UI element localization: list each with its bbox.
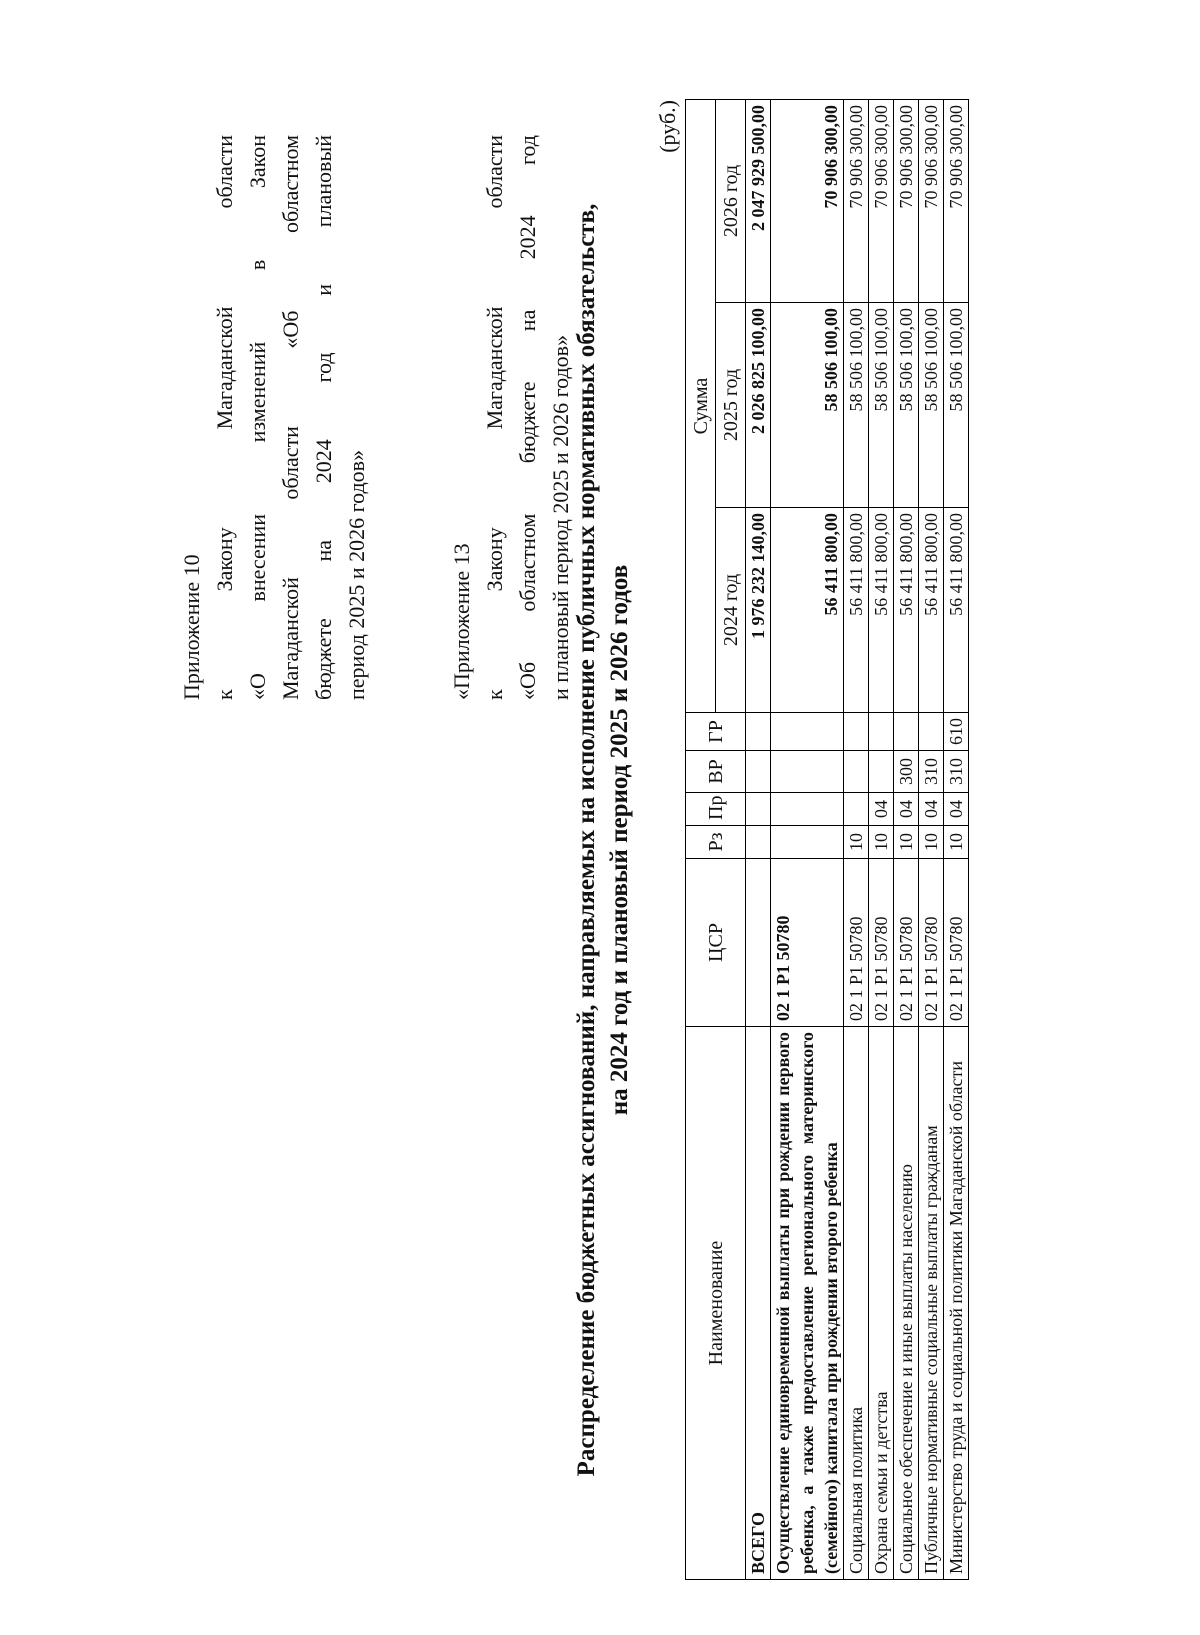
header-name: Наименование: [686, 1027, 746, 1580]
header-csr: ЦСР: [686, 859, 746, 1027]
document-heading: Распределение бюджетных ассигнований, направляемых на исполнение публичных нормативных обязательств, на 2024 год и плановый период 2025 и 2026 годов: [573, 203, 633, 1477]
header-2026: 2026 год: [716, 100, 746, 303]
table-row: Социальное обеспечение и иные выплаты населению 02 1 P1 50780 10 04 300 56 411 800,00 58 506 100,00 70 906 300,00: [894, 100, 919, 1580]
table-row: ВСЕГО 1 976 232 140,00 2 026 825 100,00 2 047 929 500,00: [746, 100, 771, 1580]
currency-unit: (руб.): [655, 100, 680, 153]
budget-table: [685, 99, 969, 1580]
table-row: Охрана семьи и детства 02 1 P1 50780 10 04 56 411 800,00 58 506 100,00 70 906 300,00: [869, 100, 894, 1580]
header-pr: Пр: [686, 793, 746, 826]
header-2025: 2025 год: [716, 303, 746, 508]
header-sum: Сумма: [686, 100, 716, 713]
appendix-13-title: «Приложение 13: [449, 543, 474, 700]
appendix-10-block: Приложение 10 к Закону Магаданской области «О внесении изменений в Закон Магаданской области «Об областном бюджете на 2024 год и плановый период 2025 и 2026 годов»: [175, 135, 373, 700]
header-rz: Рз: [686, 826, 746, 859]
rotated-page: [50, 100, 1050, 1580]
table-row: Осуществление единовременной выплаты при рождении первого ребенка, а также предоставление регионального материнского (семейного) капитала при рождении второго ребенка 02 1 P1 50780 56 411 800,00 58 506 100,00 70 906 300,00: [771, 100, 844, 1580]
header-vr: ВР: [686, 751, 746, 793]
table-row: Министерство труда и социальной политики Магаданской области 02 1 P1 50780 10 04 310 610 56 411 800,00 58 506 100,00 70 906 300,00: [944, 100, 969, 1580]
table-row: Социальная политика 02 1 P1 50780 10 56 411 800,00 58 506 100,00 70 906 300,00: [844, 100, 869, 1580]
header-2024: 2024 год: [716, 508, 746, 713]
appendix-10-title: Приложение 10: [179, 554, 204, 700]
header-gr: ГР: [686, 713, 746, 751]
appendix-13-block: «Приложение 13 к Закону Магаданской области «Об областном бюджете на 2024 год и плановый период 2025 и 2026 годов»: [445, 135, 577, 700]
table-row: Публичные нормативные социальные выплаты гражданам 02 1 P1 50780 10 04 310 56 411 800,00 58 506 100,00 70 906 300,00: [919, 100, 944, 1580]
